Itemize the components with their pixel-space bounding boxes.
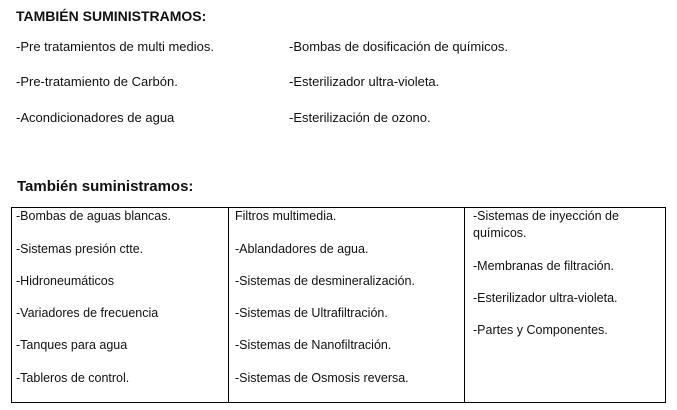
table-cell-item: -Partes y Componentes. — [473, 323, 608, 337]
table-cell-item: -Hidroneumáticos — [16, 274, 114, 288]
table-cell-item: -Esterilizador ultra-violeta. — [473, 291, 618, 305]
products-table — [11, 207, 666, 403]
table-cell-item: -Sistemas de Nanofiltración. — [235, 338, 392, 352]
table-cell-item: químicos. — [473, 226, 527, 240]
section1-title: TAMBIÉN SUMINISTRAMOS: — [16, 8, 207, 24]
s1-col1-item-2: -Pre-tratamiento de Carbón. — [16, 74, 178, 89]
column-divider — [228, 208, 229, 402]
table-cell-item: -Tanques para agua — [16, 338, 128, 352]
table-cell-item: -Sistemas de Ultrafiltración. — [235, 306, 388, 320]
section2-title: También suministramos: — [17, 178, 194, 195]
table-cell-item: -Membranas de filtración. — [473, 259, 615, 273]
table-cell-item: -Bombas de aguas blancas. — [16, 209, 171, 223]
s1-col2-item-2: -Esterilizador ultra-violeta. — [289, 74, 440, 89]
table-cell-item: -Sistemas de desmineralización. — [235, 274, 415, 288]
table-cell-item: -Sistemas de inyección de — [473, 209, 619, 223]
s1-col2-item-3: -Esterilización de ozono. — [289, 110, 431, 125]
s1-col1-item-3: -Acondicionadores de agua — [16, 110, 175, 125]
table-cell-item: Filtros multimedia. — [235, 209, 337, 223]
table-cell-item: -Variadores de frecuencia — [16, 306, 159, 320]
s1-col1-item-1: -Pre tratamientos de multi medios. — [16, 39, 214, 54]
s1-col2-item-1: -Bombas de dosificación de químicos. — [289, 39, 508, 54]
column-divider — [464, 208, 465, 402]
table-cell-item: -Ablandadores de agua. — [235, 242, 369, 256]
table-cell-item: -Tableros de control. — [16, 371, 130, 385]
table-cell-item: -Sistemas de Osmosis reversa. — [235, 371, 409, 385]
table-cell-item: -Sistemas presión ctte. — [16, 242, 144, 256]
